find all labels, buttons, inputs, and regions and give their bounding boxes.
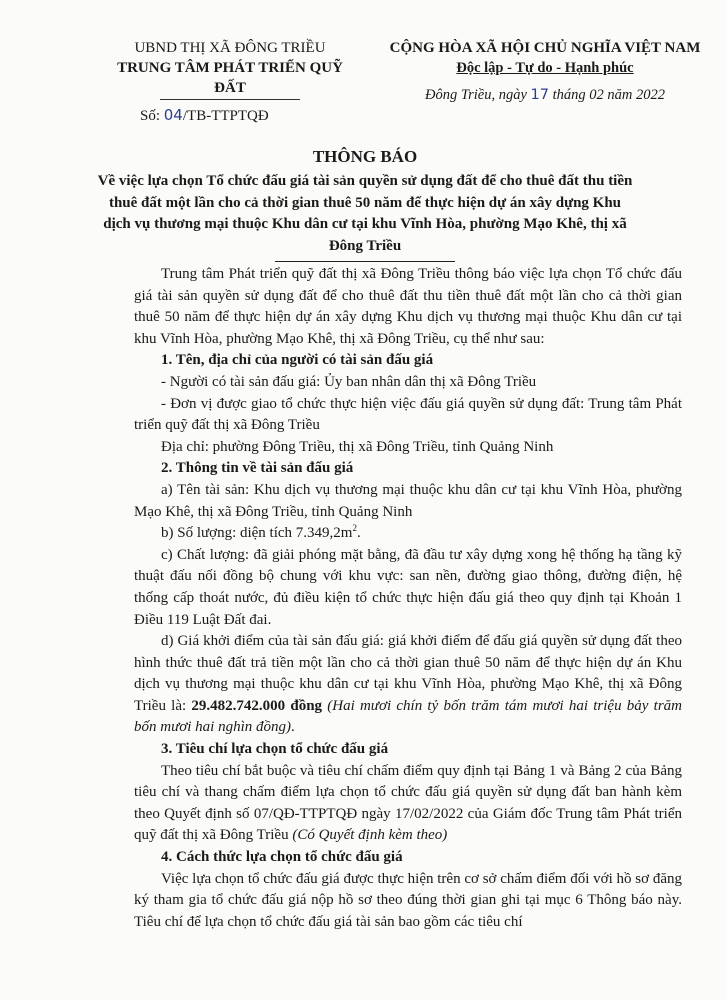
title-block <box>95 146 635 262</box>
section-2-quantity <box>134 523 682 545</box>
number-value: 04 <box>163 106 183 124</box>
organization-name: TRUNG TÂM PHÁT TRIỂN QUỸ ĐẤT <box>117 60 343 96</box>
section-2-quality: c) Chất lượng: đã giải phóng mặt bằng, đã đầu tư xây dựng xong hệ thống hạ tầng kỹ thuật đấu nối đồng bộ chung với khu vực: san nền, đường giao thông, đường điện, hệ thống cấp thoát nước, đủ điều kiện tổ chức thực hiện đấu giá theo quy định tại Khoản 1 Điều 119 Luật Đất đai. <box>134 546 682 628</box>
section-2-heading: 2. Thông tin về tài sản đấu giá <box>161 460 354 477</box>
issuer-block <box>100 38 360 127</box>
price-amount: 29.482.742.000 đồng <box>191 697 323 714</box>
national-motto: Độc lập - Tự do - Hạnh phúc <box>456 60 634 76</box>
criteria-text: Theo tiêu chí bắt buộc và tiêu chí chấm điểm quy định tại Bảng 1 và Bảng 2 của Bảng tiêu chí và thang chấm điểm lựa chọn tổ chức đấu giá quyền sử dụng đất ban hành kèm theo Quyết định số 07/QĐ-TTPTQĐ ngày 17/02/2022 của Giám đốc Trung tâm Phát triển quỹ đất thị xã Đông Triều <box>134 762 682 844</box>
date-day: 17 <box>530 87 549 103</box>
section-1-heading: 1. Tên, địa chỉ của người có tài sản đấu giá <box>161 352 434 369</box>
criteria-note: (Có Quyết định kèm theo) <box>292 827 448 844</box>
issuer-underline <box>160 99 300 100</box>
quantity-sup: 2 <box>352 523 357 534</box>
section-1-owner: - Người có tài sản đấu giá: Ủy ban nhân dân thị xã Đông Triều <box>161 373 537 390</box>
date-prefix: Đông Triều, ngày <box>425 87 527 103</box>
section-2-asset-name: a) Tên tài sản: Khu dịch vụ thương mại thuộc khu dân cư tại khu Vĩnh Hòa, phường Mạo Khê, thị xã Đông Triều, tỉnh Quảng Ninh <box>134 481 682 520</box>
date-suffix: tháng 02 năm 2022 <box>552 87 665 103</box>
price-words: (Hai mươi chín tỷ bốn trăm tám mươi hai triệu bảy trăm bốn mươi hai nghìn đồng) <box>134 697 682 736</box>
number-label: Số: <box>140 108 161 124</box>
document-body <box>134 264 682 933</box>
national-header <box>380 38 710 106</box>
document-subtitle: Về việc lựa chọn Tổ chức đấu giá tài sản quyền sử dụng đất để cho thuê đất thu tiền thuê đất một lần cho cả thời gian thuê 50 năm để thực hiện dự án xây dựng Khu dịch vụ thương mại thuộc Khu dân cư tại khu Vĩnh Hòa, phường Mạo Khê, thị xã Đông Triều <box>97 173 633 254</box>
price-text: d) Giá khởi điểm của tài sản đấu giá: giá khởi điểm để đấu giá quyền sử dụng đất theo hình thức thuê đất trả tiền một lần cho cả thời gian thuê 50 năm để thực hiện dự án Khu dịch vụ thương mại thuộc khu dân cư tại khu Vĩnh Hòa, phường Mạo Khê, thị xã Đông Triều là: <box>134 633 682 714</box>
section-1-address: Địa chỉ: phường Đông Triều, thị xã Đông Triều, tỉnh Quảng Ninh <box>161 438 554 455</box>
section-4-heading: 4. Cách thức lựa chọn tổ chức đấu giá <box>161 849 403 866</box>
republic-name: CỘNG HÒA XÃ HỘI CHỦ NGHĨA VIỆT NAM <box>389 40 701 56</box>
section-3-heading: 3. Tiêu chí lựa chọn tổ chức đấu giá <box>161 741 389 758</box>
number-suffix: /TB-TTPTQĐ <box>182 108 269 124</box>
intro-paragraph: Trung tâm Phát triển quỹ đất thị xã Đông Triều thông báo việc lựa chọn Tổ chức đấu giá tài sản quyền sử dụng đất để cho thuê đất thu tiền thuê đất một lần cho cả thời gian thuê 50 năm để thực hiện dự án xây dựng Khu dịch vụ thương mại thuộc Khu dân cư tại khu Vĩnh Hòa, phường Mạo Khê, thị xã Đông Triều, cụ thể như sau: <box>134 266 682 347</box>
price-end: . <box>291 719 295 736</box>
quantity-text: b) Số lượng: diện tích 7.349,2m <box>161 525 353 542</box>
section-2-starting-price <box>134 631 682 739</box>
title-underline <box>275 261 455 262</box>
agency-name: UBND THỊ XÃ ĐÔNG TRIỀU <box>134 40 326 56</box>
issue-date <box>380 84 710 106</box>
quantity-end: . <box>356 525 361 542</box>
section-3-paragraph <box>134 761 682 847</box>
section-4-paragraph: Việc lựa chọn tổ chức đấu giá được thực hiện trên cơ sở chấm điểm đối với hồ sơ đăng ký tham gia tổ chức đấu giá nộp hồ sơ theo đúng thời gian ghi tại mục 6 Thông báo này. Tiêu chí để lựa chọn tổ chức đấu giá tài sản bao gồm các tiêu chí <box>134 870 682 930</box>
document-title: THÔNG BÁO <box>312 147 418 166</box>
document-number <box>100 104 360 127</box>
section-1-unit: - Đơn vị được giao tổ chức thực hiện việc đấu giá quyền sử dụng đất: Trung tâm Phát triển quỹ đất thị xã Đông Triều <box>134 395 682 434</box>
